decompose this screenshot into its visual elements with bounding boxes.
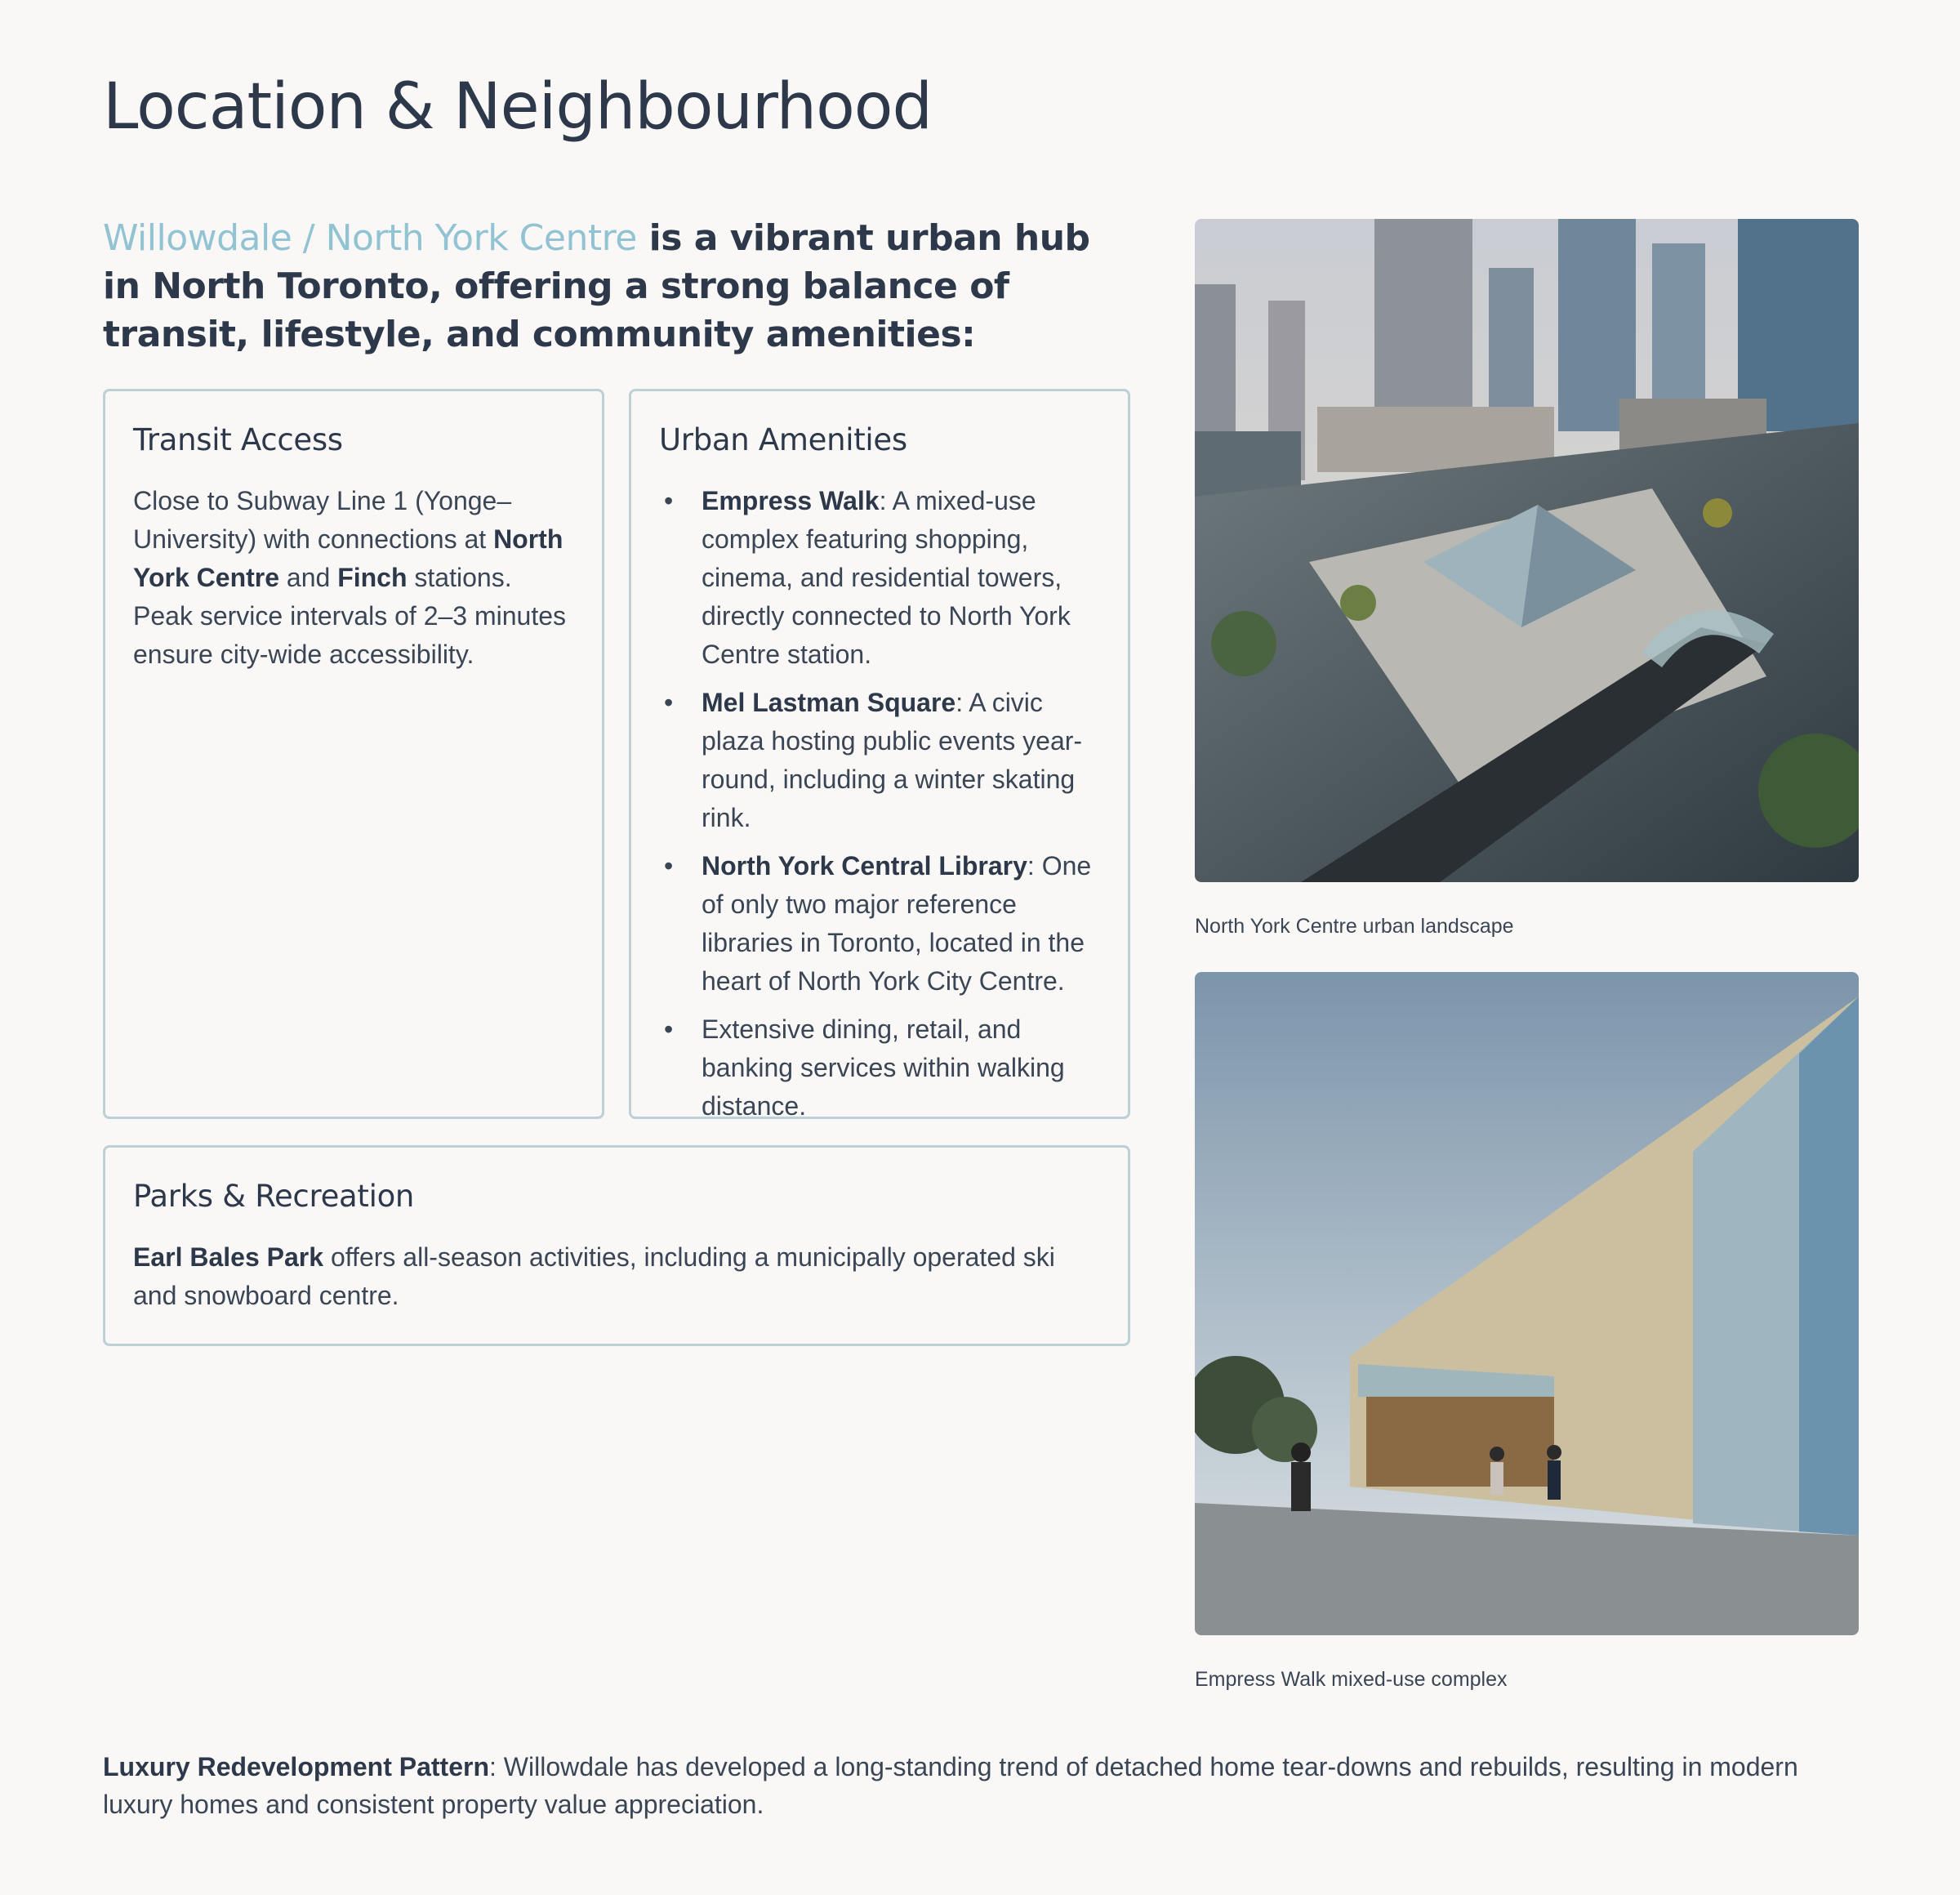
redevelopment-label: Luxury Redevelopment Pattern <box>103 1752 489 1781</box>
transit-station-finch: Finch <box>337 563 408 592</box>
parks-heading: Parks & Recreation <box>133 1179 415 1214</box>
intro-statement <box>103 214 1124 359</box>
bullet-icon: • <box>664 688 674 717</box>
transit-description <box>133 482 574 674</box>
redevelopment-text: : Willowdale has developed a long-standing trend of detached home tear-downs and rebuilds, resulting in modern luxury homes and consistent property value appreciation. <box>103 1752 1798 1819</box>
urban-amenities-card <box>629 389 1130 1119</box>
transit-text-3: stations. Peak service intervals of 2–3 minutes ensure city-wide accessibility. <box>133 563 567 669</box>
empress-walk-photo <box>1195 972 1859 1635</box>
parks-description <box>133 1238 1100 1315</box>
bullet-icon: • <box>664 851 674 881</box>
list-item <box>659 482 1100 674</box>
list-item <box>659 847 1100 1001</box>
amenity-description: : One of only two major reference libraries in Toronto, located in the heart of North York City Centre. <box>702 851 1092 996</box>
photo-caption: Empress Walk mixed-use complex <box>1195 1668 1508 1691</box>
parks-recreation-card <box>103 1145 1130 1346</box>
amenities-heading: Urban Amenities <box>659 422 907 457</box>
amenity-description: : A mixed-use complex featuring shopping, cinema, and residential towers, directly connected to North York Centre station. <box>702 486 1071 669</box>
amenity-name: Empress Walk <box>702 486 880 515</box>
redevelopment-note <box>103 1748 1867 1823</box>
bullet-icon: • <box>664 1014 674 1044</box>
intro-text: is a vibrant urban hub in North Toronto, offering a strong balance of transit, lifestyle, and community amenities: <box>103 217 1090 355</box>
transit-text-2: and <box>279 563 338 592</box>
intro-highlight: Willowdale / North York Centre <box>103 217 637 259</box>
amenity-description: Extensive dining, retail, and banking services within walking distance. <box>702 1014 1065 1121</box>
photo-caption: North York Centre urban landscape <box>1195 915 1514 938</box>
park-name: Earl Bales Park <box>133 1242 324 1272</box>
list-item <box>659 1010 1100 1126</box>
amenity-description: : A civic plaza hosting public events year-round, including a winter skating rink. <box>702 688 1083 832</box>
transit-access-card <box>103 389 604 1119</box>
amenity-name: Mel Lastman Square <box>702 688 956 717</box>
amenities-list <box>659 482 1100 1126</box>
page-title: Location & Neighbourhood <box>103 70 933 144</box>
bullet-icon: • <box>664 486 674 515</box>
parks-text: offers all-season activities, including a municipally operated ski and snowboard centre. <box>133 1242 1055 1310</box>
transit-heading: Transit Access <box>133 422 343 457</box>
transit-text-1: Close to Subway Line 1 (Yonge–University) with connections at <box>133 486 512 554</box>
amenity-name: North York Central Library <box>702 851 1027 881</box>
transit-station-north-york: North York Centre <box>133 524 564 592</box>
north-york-centre-photo <box>1195 219 1859 882</box>
list-item <box>659 684 1100 837</box>
